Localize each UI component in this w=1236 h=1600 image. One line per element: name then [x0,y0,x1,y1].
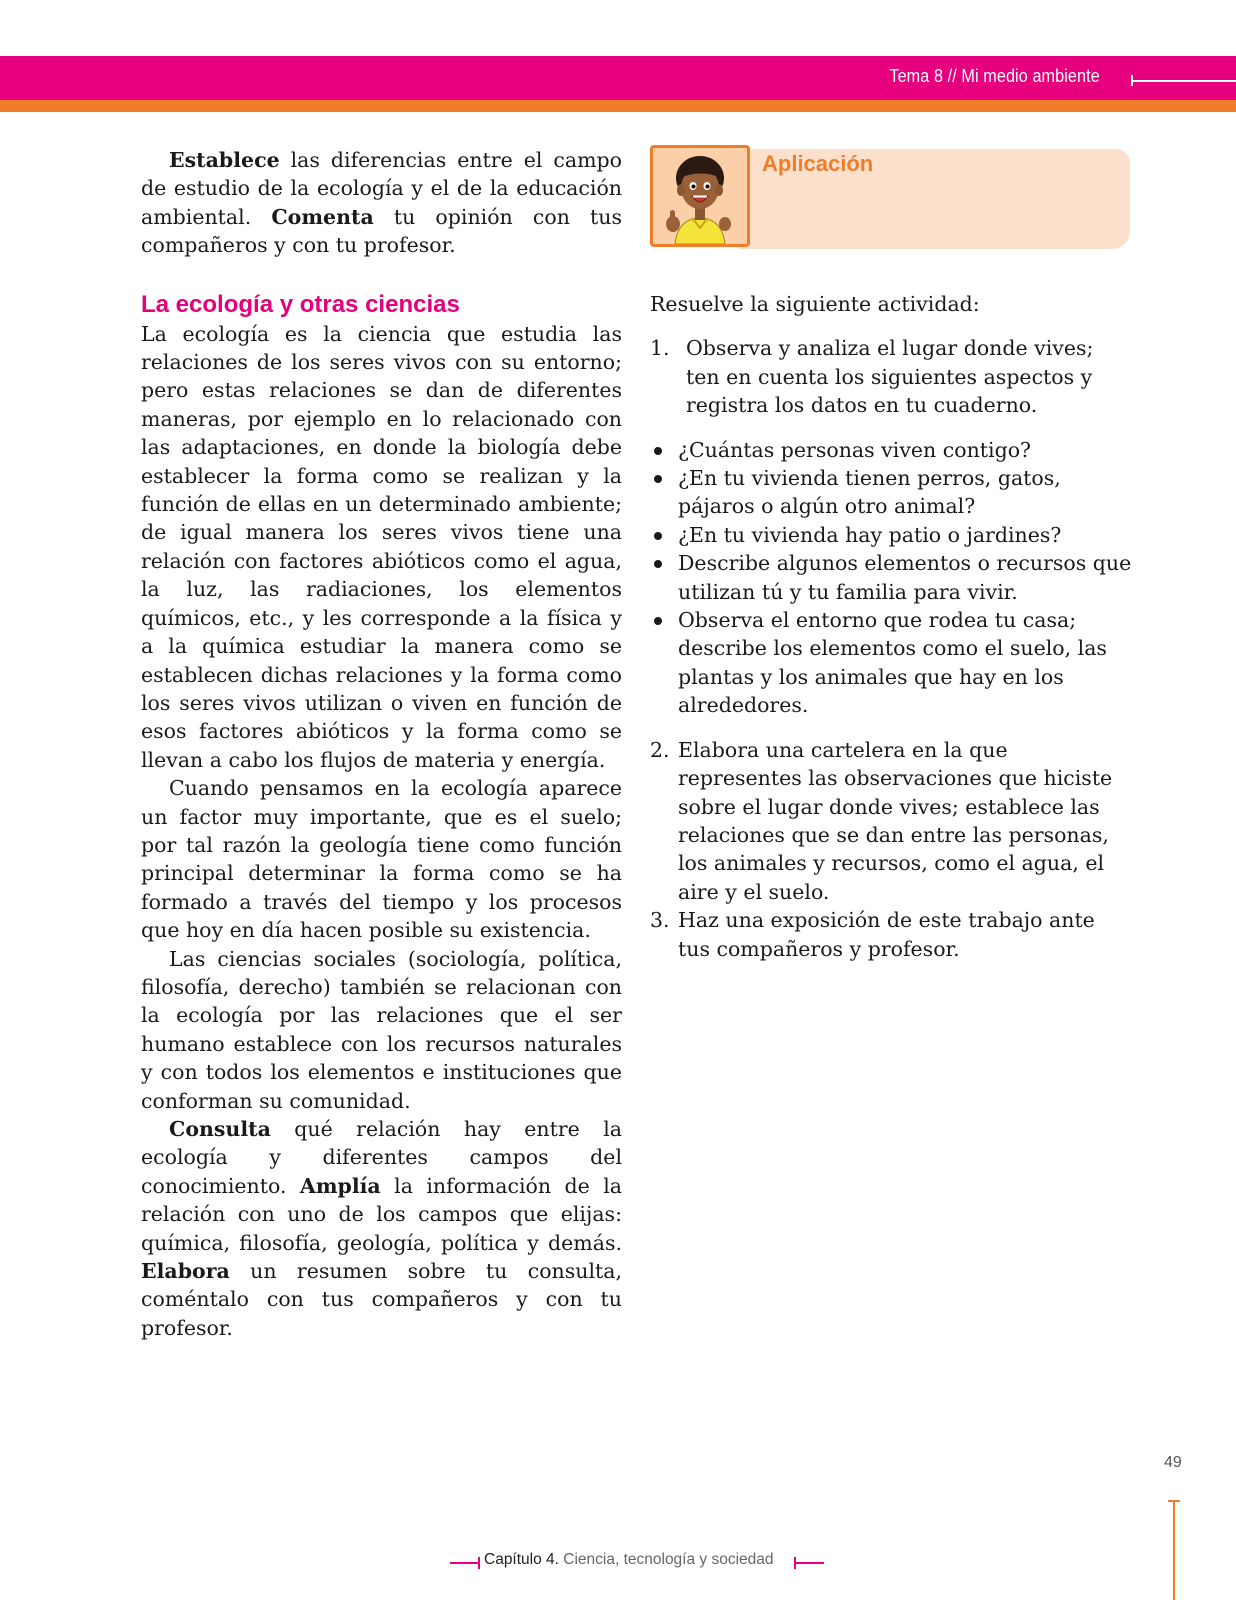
paragraph-ecology: La ecología es la ciencia que estudia las relaciones de los seres vivos con su entorno; pero estas relaciones se dan de diferentes maneras, por ejemplo en lo relacionado con las adaptaciones, en donde la biología debe establecer la forma como se realizan y la función de ellas en un determinado ambiente; de igual manera los seres vivos tiene una relación con factores abióticos como el agua, la luz, las radiaciones, los elementos químicos, etc., y les corresponde a la física y a la química estudiar la manera como se establecen dichas relaciones y la forma como los seres vivos utilizan o viven en función de esos factores abióticos y la forma como se llevan a cabo los flujos de materia y energía. [141,321,622,772]
page-number: 49 [1164,1454,1182,1471]
header-line [1132,80,1236,82]
list-item: ¿Cuántas personas viven contigo? [650,436,1132,464]
bullet-icon [654,560,662,568]
list-item: Observa el entorno que rodea tu casa; describe los elementos como el suelo, las plantas y los animales que hay en los alrededores. [650,606,1132,720]
bullet-icon [654,532,662,540]
activity-intro: Resuelve la siguiente actividad: [650,292,980,316]
aplicacion-box [650,145,1130,253]
list-item: ¿En tu vivienda tienen perros, gatos, pájaros o algún otro animal? [650,464,1132,521]
paragraph-soil: Cuando pensamos en la ecología aparece un factor muy importante, que es el suelo; por tal razón la geología tiene como función principal determinar la forma como se ha formado a través del tiempo y los procesos que hoy en día hacen posible su existencia. [141,776,622,943]
section-title: La ecología y otras ciencias [141,290,460,318]
list-item: 2. Elabora una cartelera en la que representes las observaciones que hiciste sobre el lugar donde vives; establece las relaciones que se dan entre las personas, los animales y recursos, como el agua, el aire y el suelo. [650,737,1113,904]
list-item: ¿En tu vivienda hay patio o jardines? [650,521,1132,549]
right-column [650,290,1132,963]
list-item: 3. Haz una exposición de este trabajo ante tus compañeros y profesor. [650,908,1095,961]
intro-paragraph: Establece las diferencias entre el campo de estudio de la ecología y el de la educación ambiental. Comenta tu opinión con tus compañeros y con tu profesor. [141,148,622,258]
footer [450,1551,824,1575]
list-item: 1. Observa y analiza el lugar donde vives; ten en cuenta los siguientes aspectos y registra los datos en tu cuaderno. [650,336,1094,418]
paragraph-consult: Consulta qué relación hay entre la ecología y diferentes campos del conocimiento. Amplía la información de la relación con uno de los campos que elijas: química, filosofía, geología, política y demás. Elabora un resumen sobre tu consulta, coméntalo con tus compañeros y con tu profesor. [141,1117,623,1340]
header-stripe [0,100,1236,112]
step-list-1 [650,334,1132,419]
aplicacion-title: Aplicación [762,151,874,176]
list-item: Describe algunos elementos o recursos que utilizan tú y tu familia para vivir. [650,549,1132,606]
step-list-2 [650,736,1132,963]
page-marker-line [1173,1500,1175,1600]
left-column [141,146,622,1342]
bullet-icon [654,447,662,455]
student-thumbs-up-icon [650,145,750,247]
paragraph-social-sciences: Las ciencias sociales (sociología, política, filosofía, derecho) también se relacionan con la ecología por las relaciones que el ser humano establece con los recursos naturales y con todos los elementos e instituciones que conforman su comunidad. [141,946,622,1113]
bullet-icon [654,617,662,625]
bullet-list [650,436,1132,720]
running-title: Tema 8 // Mi medio ambiente [889,66,1100,86]
bullet-icon [654,475,662,483]
footer-chapter: Capítulo 4. Ciencia, tecnología y sociedad [484,1551,774,1568]
